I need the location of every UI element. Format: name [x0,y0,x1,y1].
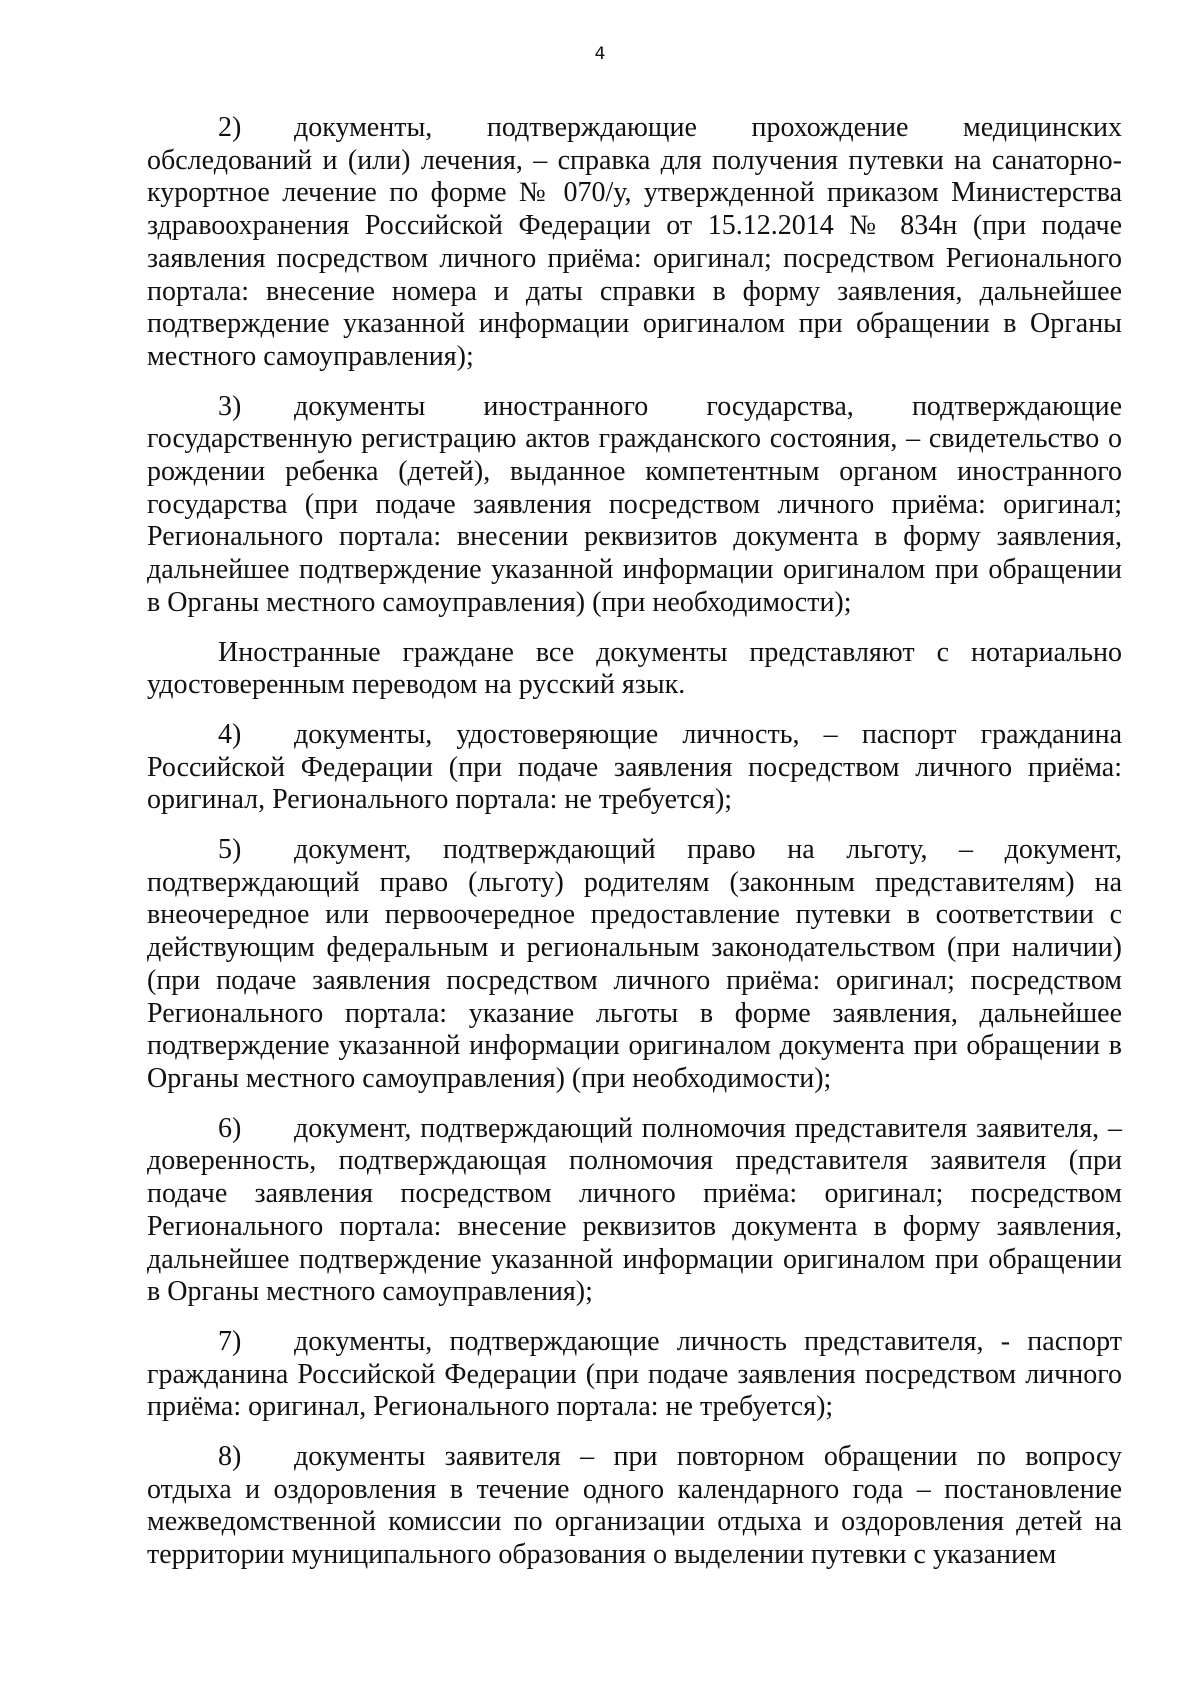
document-body [147,112,1122,1589]
list-item-7 [147,1326,1122,1424]
item-text: документ, подтверждающий полномочия представителя заявителя, – доверенность, подтверждающая полномочия представителя заявителя (при подаче заявления посредством личного приёма: оригинал; посредством Регионального портала: внесение реквизитов документа в форму заявления, дальнейшее подтверждение указанной информации оригиналом при обращении в Органы местного самоуправления); [147,1112,1122,1308]
item-number: 5) [218,834,242,866]
item-number: 4) [218,718,242,750]
note-paragraph [147,637,1122,702]
item-number: 8) [218,1441,242,1473]
page-number: 4 [594,44,606,64]
list-item-4 [147,719,1122,817]
note-text: Иностранные граждане все документы представляют с нотариально удостоверенным переводом на русский язык. [147,636,1122,701]
list-item-5 [147,834,1122,1096]
item-text: документы, подтверждающие прохождение медицинских обследований и (или) лечения, – справка для получения путевки на санаторно-курортное лечение по форме № 070/у, утвержденной приказом Министерства здравоохранения Российской Федерации от 15.12.2014 № 834н (при подаче заявления посредством личного приёма: оригинал; посредством Регионального портала: внесение номера и даты справки в форму заявления, дальнейшее подтверждение указанной информации оригиналом при обращении в Органы местного самоуправления); [147,112,1122,372]
item-text: документ, подтверждающий право на льготу, – документ, подтверждающий право (льготу) родителям (законным представителям) на внеочередное или первоочередное предоставление путевки в соответствии с действующим федеральным и региональным законодательством (при наличии) (при подаче заявления посредством личного приёма: оригинал; посредством Регионального портала: указание льготы в форме заявления, дальнейшее подтверждение указанной информации оригиналом документа при обращении в Органы местного самоуправления) (при необходимости); [147,834,1122,1094]
list-item-8 [147,1441,1122,1572]
item-number: 3) [218,390,242,422]
list-item-6 [147,1113,1122,1309]
item-number: 2) [218,112,242,143]
item-text: документы, удостоверяющие личность, – паспорт гражданина Российской Федерации (при подаче заявления посредством личного приёма: оригинал, Регионального портала: не требуется); [147,718,1122,816]
list-item-2 [147,112,1122,374]
item-number: 6) [218,1112,242,1144]
item-text: документы, подтверждающие личность представителя, - паспорт гражданина Российской Федерации (при подаче заявления посредством личного приёма: оригинал, Регионального портала: не требуется); [147,1325,1122,1423]
item-number: 7) [218,1325,242,1357]
list-item-3 [147,391,1122,620]
item-text: документы иностранного государства, подтверждающие государственную регистрацию актов гражданского состояния, – свидетельство о рождении ребенка (детей), выданное компетентным органом иностранного государства (при подаче заявления посредством личного приёма: оригинал; Регионального портала: внесении реквизитов документа в форму заявления, дальнейшее подтверждение указанной информации оригиналом при обращении в Органы местного самоуправления) (при необходимости); [147,390,1122,618]
item-text: документы заявителя – при повторном обращении по вопросу отдыха и оздоровления в течение одного календарного года – постановление межведомственной комиссии по организации отдыха и оздоровления детей на территории муниципального образования о выделении путевки с указанием [147,1441,1122,1571]
